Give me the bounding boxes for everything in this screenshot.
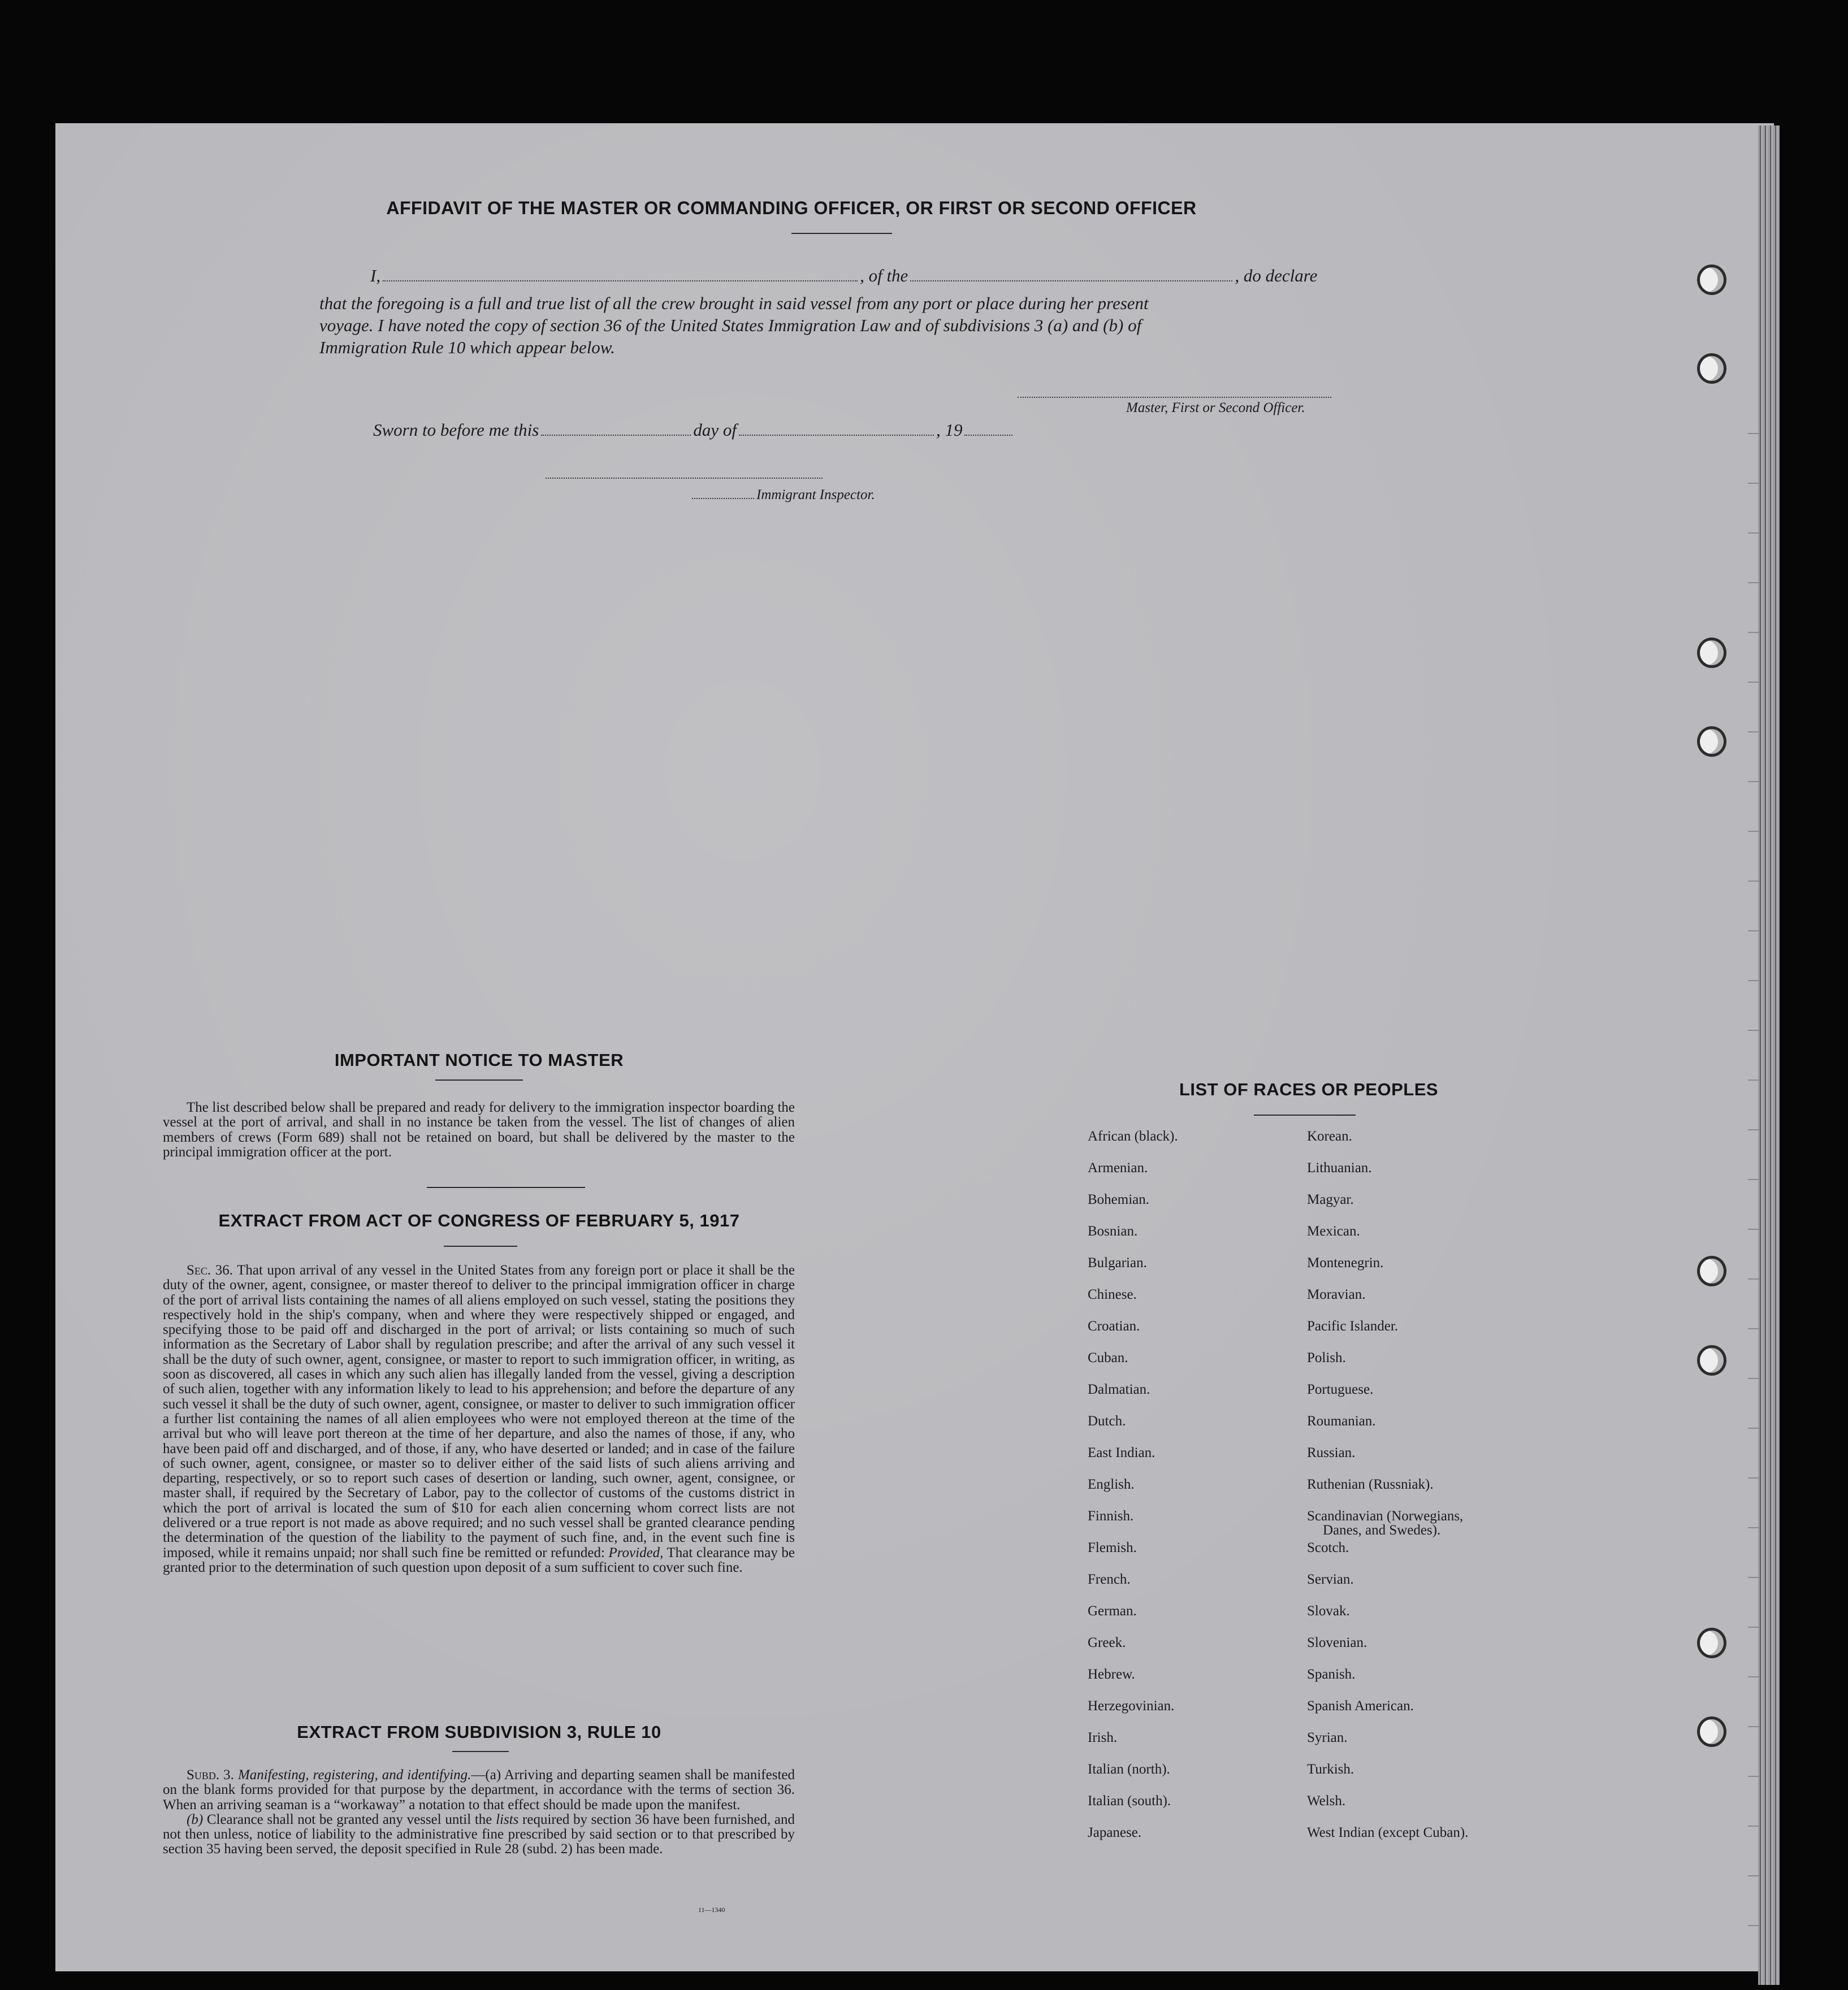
- race-label: Servian.: [1307, 1572, 1354, 1587]
- subd-label: Subd. 3.: [187, 1767, 234, 1783]
- act-extract-text: [163, 1263, 795, 1575]
- affidavit-title: AFFIDAVIT OF THE MASTER OR COMMANDING OFFICER, OR FIRST OR SECOND OFFICER: [386, 198, 1197, 218]
- binder-hole-icon: [1697, 638, 1726, 668]
- races-title: LIST OF RACES OR PEOPLES: [1179, 1079, 1439, 1099]
- race-label: Chinese.: [1088, 1287, 1137, 1302]
- race-label: Ruthenian (Russniak).: [1307, 1477, 1434, 1492]
- affidavit-i-label: I,: [370, 266, 381, 285]
- name-blank[interactable]: [383, 280, 858, 281]
- race-label: African (black).: [1088, 1129, 1178, 1144]
- race-label: German.: [1088, 1603, 1137, 1619]
- race-label: English.: [1088, 1477, 1135, 1492]
- provided-text: That clearance may be granted prior to the determination of such question upon deposit of a sum sufficient to cover such fine.: [163, 1545, 795, 1575]
- signature-line[interactable]: [1018, 397, 1331, 398]
- race-label: Italian (south).: [1088, 1793, 1171, 1809]
- document-page: [55, 123, 1774, 1971]
- act-extract-title-rule: [444, 1246, 517, 1247]
- inspector-caption-lead: [692, 498, 754, 499]
- race-label: Spanish American.: [1307, 1698, 1414, 1714]
- race-item-left-21: [1088, 1793, 1171, 1809]
- race-label: Greek.: [1088, 1635, 1126, 1650]
- affidavit-line3: voyage. I have noted the copy of section 36 of the United States Immigration Law and of subdivisions 3 (a) and (b) of: [319, 315, 1142, 335]
- para-b-text-2: required by section 36 have been furnished, and not then unless, notice of liability to the administrative fine prescribed by said section or to that prescribed by section 35 having been served, the deposit specified in Rule 28 (subd. 2) has been made.: [163, 1811, 795, 1857]
- race-label: French.: [1088, 1572, 1131, 1587]
- vessel-blank[interactable]: [910, 280, 1232, 281]
- race-label: Italian (north).: [1088, 1762, 1170, 1777]
- binder-hole-icon: [1697, 1256, 1726, 1286]
- race-item-right-11: [1307, 1477, 1434, 1493]
- sworn-year-label: , 19: [936, 420, 963, 440]
- subd-a-paragraph: [163, 1768, 795, 1813]
- section-36-paragraph: [163, 1263, 795, 1575]
- race-item-right-10: [1307, 1445, 1355, 1461]
- binder-hole-icon: [1697, 265, 1726, 295]
- race-item-right-21: [1307, 1793, 1345, 1809]
- race-item-right-15: [1307, 1603, 1350, 1619]
- sworn-year-blank[interactable]: [964, 435, 1012, 436]
- race-label: Magyar.: [1307, 1192, 1354, 1207]
- race-item-left-19: [1088, 1730, 1117, 1746]
- race-item-right-22: [1307, 1825, 1468, 1841]
- race-item-left-10: [1088, 1445, 1155, 1461]
- race-label: Montenegrin.: [1307, 1255, 1384, 1271]
- race-item-left-14: [1088, 1572, 1131, 1588]
- race-item-right-18: [1307, 1698, 1414, 1714]
- race-item-right-17: [1307, 1667, 1355, 1683]
- rule-extract-title-rule: [452, 1751, 509, 1752]
- affidavit-line1: [370, 266, 1317, 286]
- para-b-text-1: Clearance shall not be granted any vessel until the: [206, 1811, 492, 1827]
- binder-hole-icon: [1697, 1628, 1726, 1658]
- race-label: Roumanian.: [1307, 1414, 1376, 1429]
- race-label: Spanish.: [1307, 1667, 1356, 1682]
- race-label: Polish.: [1307, 1350, 1346, 1365]
- race-item-left-7: [1088, 1350, 1128, 1366]
- race-item-right-5: [1307, 1287, 1365, 1303]
- sworn-day-label: day of: [693, 420, 737, 440]
- affidavit-line4: Immigration Rule 10 which appear below.: [319, 337, 615, 357]
- race-label: Russian.: [1307, 1445, 1356, 1460]
- para-b-label: (b): [187, 1811, 204, 1827]
- race-item-left-22: [1088, 1825, 1141, 1841]
- race-item-left-4: [1088, 1255, 1147, 1271]
- race-item-left-11: [1088, 1477, 1135, 1493]
- race-label: Hebrew.: [1088, 1667, 1135, 1682]
- race-label: Bulgarian.: [1088, 1255, 1147, 1271]
- race-item-left-2: [1088, 1192, 1149, 1208]
- act-extract-title: EXTRACT FROM ACT OF CONGRESS OF FEBRUARY 5, 1917: [218, 1211, 740, 1230]
- sworn-month-blank[interactable]: [739, 435, 934, 436]
- race-item-right-12: [1307, 1508, 1463, 1537]
- race-item-left-15: [1088, 1603, 1137, 1619]
- race-item-left-3: [1088, 1224, 1137, 1239]
- race-label: West Indian (except Cuban).: [1307, 1825, 1469, 1840]
- section-text: That upon arrival of any vessel in the United States from any foreign port or place it shall be the duty of the owner, agent, consignee, or master thereof to deliver to the principal immigration officer in charge of the port of arrival lists containing the names of all aliens employed on such vessel, stating the positions they respectively hold in the ship's company, when and where they were respectively shipped or engaged, and specifying those to be paid off and discharged in the port of arrival; or lists containing so much of such information as the Secretary of Labor shall by regulation prescribe; and after the arrival of any such vessel it shall be the duty of such owner, agent, consignee, or master to report to such immigration officer, in writing, as soon as discovered, all cases in which any such alien has illegally landed from the vessel, giving a description of such alien, together with any information likely to lead to his apprehension; and before the departure of any such vessel it shall be the duty of such owner, agent, consignee, or master to deliver to such immigration officer a further list containing the names of all alien employees who were not employed thereon at the time of the arrival but who will leave port thereon at the time of her departure, and also the names of those, if any, who have been paid off and discharged, and of those, if any, who have deserted or landed; and in case of the failure of such owner, agent, consignee, or master so to deliver either of the said lists of such aliens arriving and departing, respectively, or so to report such cases of desertion or landing, such owner, agent, consignee, or master shall, if required by the Secretary of Labor, pay to the collector of customs of the customs district in which the port of arrival is located the sum of $10 for each alien concerning whom correct lists are not delivered or a true report is not made as above required; and no such vessel shall be granted clearance pending the determination of the question of the liability to the payment of such fine, and, in the event such fine is imposed, while it remains unpaid; nor shall such fine be remitted or refunded:: [163, 1263, 795, 1560]
- race-label-continuation: Danes, and Swedes).: [1323, 1523, 1441, 1538]
- race-item-left-5: [1088, 1287, 1137, 1303]
- sworn-line: [373, 420, 1015, 440]
- page-edge-rules: [1748, 384, 1759, 1939]
- race-item-left-1: [1088, 1160, 1148, 1176]
- race-label: Slovenian.: [1307, 1635, 1367, 1650]
- race-item-left-12: [1088, 1508, 1133, 1524]
- race-item-left-13: [1088, 1540, 1137, 1556]
- inspector-caption-text: Immigrant Inspector.: [756, 487, 875, 502]
- notice-paragraph: The list described below shall be prepared and ready for delivery to the immigration inspector boarding the vessel at the port of arrival, and shall in no instance be taken from the vessel. The list of changes of alien members of crews (Form 689) shall not be retained on board, but shall be delivered by the master to the principal immigration officer at the port.: [163, 1100, 795, 1160]
- race-item-right-0: [1307, 1129, 1352, 1144]
- race-label: Moravian.: [1307, 1287, 1366, 1302]
- rule-extract-text: [163, 1768, 795, 1857]
- binder-hole-icon: [1697, 1716, 1726, 1747]
- race-label: Japanese.: [1088, 1825, 1142, 1840]
- race-label: Bosnian.: [1088, 1224, 1138, 1239]
- affidavit-declare-label: , do declare: [1235, 266, 1318, 285]
- race-label: Slovak.: [1307, 1603, 1350, 1619]
- race-label: Korean.: [1307, 1129, 1352, 1144]
- race-label: Cuban.: [1088, 1350, 1128, 1365]
- races-title-rule: [1254, 1115, 1356, 1116]
- race-item-left-18: [1088, 1698, 1174, 1714]
- race-label: Croatian.: [1088, 1319, 1140, 1334]
- affidavit-of-the-label: , of the: [860, 266, 908, 285]
- race-item-right-16: [1307, 1635, 1367, 1651]
- race-item-left-8: [1088, 1382, 1150, 1398]
- race-label: Dalmatian.: [1088, 1382, 1150, 1397]
- inspector-caption: [690, 487, 875, 503]
- race-label: Scotch.: [1307, 1540, 1349, 1555]
- para-a-label: —(a): [471, 1767, 501, 1783]
- race-label: Welsh.: [1307, 1793, 1346, 1809]
- race-label: Syrian.: [1307, 1730, 1348, 1745]
- race-label: Finnish.: [1088, 1508, 1134, 1524]
- race-label: Pacific Islander.: [1307, 1319, 1399, 1334]
- race-item-left-16: [1088, 1635, 1126, 1651]
- race-item-right-20: [1307, 1762, 1354, 1777]
- race-label: East Indian.: [1088, 1445, 1155, 1460]
- race-label: Bohemian.: [1088, 1192, 1150, 1207]
- race-item-right-14: [1307, 1572, 1354, 1588]
- race-item-left-6: [1088, 1319, 1140, 1334]
- race-label: Dutch.: [1088, 1414, 1126, 1429]
- binder-hole-icon: [1697, 726, 1726, 757]
- race-item-right-19: [1307, 1730, 1348, 1746]
- race-label: Armenian.: [1088, 1160, 1148, 1176]
- subd-heading: Manifesting, registering, and identifying.: [237, 1767, 471, 1783]
- race-item-left-17: [1088, 1667, 1135, 1683]
- notice-text: [163, 1100, 795, 1160]
- section-label: Sec. 36.: [187, 1263, 233, 1278]
- race-item-right-6: [1307, 1319, 1398, 1334]
- race-item-right-3: [1307, 1224, 1360, 1239]
- stacked-page-edges: [1758, 125, 1780, 1985]
- race-item-right-13: [1307, 1540, 1349, 1556]
- race-item-right-8: [1307, 1382, 1373, 1398]
- race-label: Mexican.: [1307, 1224, 1360, 1239]
- para-b-lists: lists: [496, 1811, 519, 1827]
- form-number: 11—1340: [698, 1906, 725, 1914]
- race-item-right-2: [1307, 1192, 1354, 1208]
- notice-divider: [427, 1187, 585, 1188]
- race-item-left-20: [1088, 1762, 1170, 1777]
- race-label: Herzegovinian.: [1088, 1698, 1175, 1714]
- affidavit-line2: that the foregoing is a full and true list of all the crew brought in said vessel from any port or place during her present: [319, 293, 1149, 313]
- race-label: Scandinavian (Norwegians,: [1307, 1508, 1464, 1524]
- notice-title-rule: [435, 1079, 523, 1081]
- para-a-text: Arriving and departing seamen shall be manifested on the blank forms provided for that purpose by the department, in accordance with the terms of section 36. When an arriving seaman is a “workaway” a notation to that effect should be made upon the manifest.: [163, 1767, 795, 1813]
- inspector-signature-line[interactable]: [546, 478, 823, 479]
- race-item-left-0: [1088, 1129, 1178, 1144]
- notice-title: IMPORTANT NOTICE TO MASTER: [334, 1050, 624, 1070]
- binder-hole-icon: [1697, 1345, 1726, 1376]
- sworn-day-blank[interactable]: [541, 435, 691, 436]
- affidavit-title-rule: [791, 233, 892, 234]
- race-label: Portuguese.: [1307, 1382, 1374, 1397]
- race-item-right-4: [1307, 1255, 1383, 1271]
- race-label: Turkish.: [1307, 1762, 1354, 1777]
- rule-extract-title: EXTRACT FROM SUBDIVISION 3, RULE 10: [297, 1722, 661, 1742]
- signature-caption: Master, First or Second Officer.: [1126, 400, 1305, 415]
- race-item-left-9: [1088, 1414, 1126, 1429]
- binder-hole-icon: [1697, 353, 1726, 384]
- sworn-prefix: Sworn to before me this: [373, 420, 539, 440]
- race-item-right-9: [1307, 1414, 1376, 1429]
- race-label: Irish.: [1088, 1730, 1118, 1745]
- race-label: Lithuanian.: [1307, 1160, 1372, 1176]
- race-item-right-1: [1307, 1160, 1372, 1176]
- race-item-right-7: [1307, 1350, 1346, 1366]
- provided-label: Provided,: [608, 1545, 664, 1560]
- subd-b-paragraph: [163, 1813, 795, 1857]
- race-label: Flemish.: [1088, 1540, 1137, 1555]
